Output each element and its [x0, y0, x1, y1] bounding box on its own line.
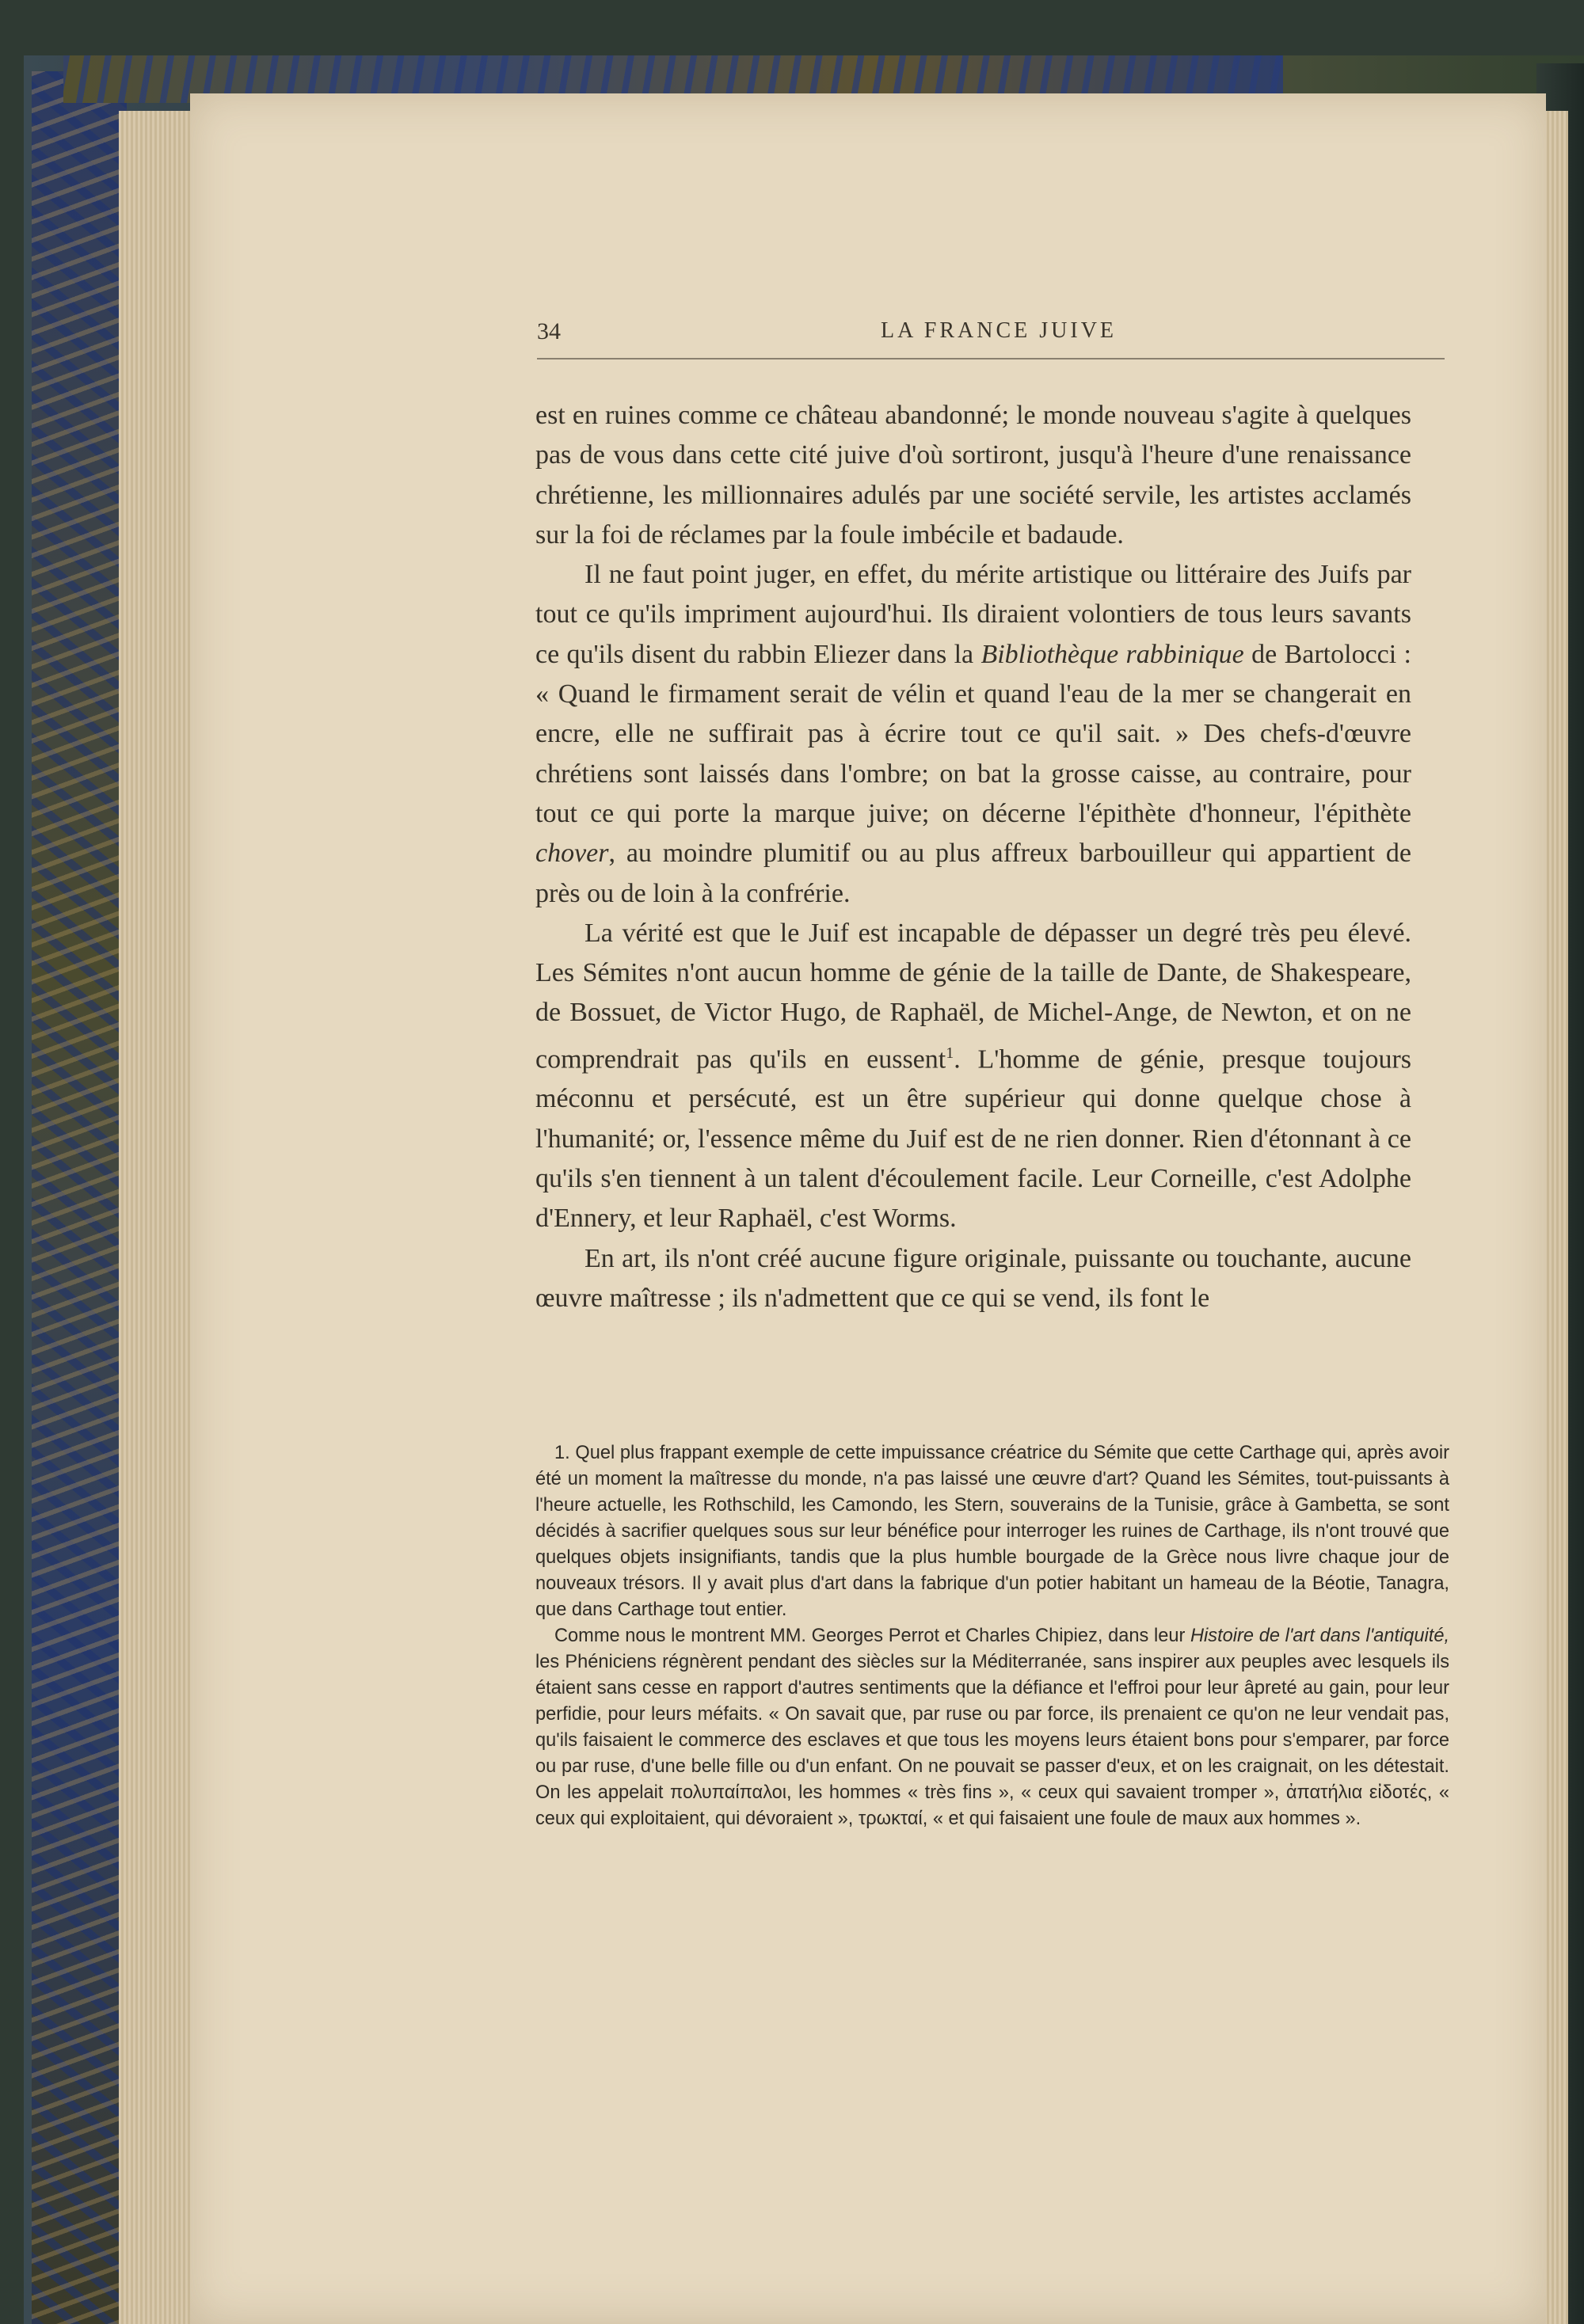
italic-word-chover: chover	[535, 839, 609, 869]
page-number: 34	[537, 318, 561, 344]
paragraph-1-text: est en ruines comme ce château abandonné; le monde nouveau s'agite à quelques pas de vous dans cette cité juive d'où sortiront, jusqu'à l'heure d'une renaissance chrétienne, les millionnaires adulés par une société servile, les artistes acclamés sur la foi de réclames par la foule imbécile et badaude.	[535, 401, 1411, 550]
paragraph-2-text-b: de Bartolocci : « Quand le firmament serait de vélin et quand l'eau de la mer se changerait en encre, elle ne suffirait pas à écrire tout ce qu'il sait. » Des chefs-d'œuvre chrétiens sont laissés dans l'ombre; on bat la grosse caisse, au contraire, pour tout ce qui porte la marque juive; on décerne l'épithète d'honneur, l'épithète	[535, 639, 1411, 828]
main-text	[535, 396, 1411, 1318]
paragraph-3-text-a: La vérité est que le Juif est incapable de dépasser un degré très peu élevé. Les Sémites n'ont aucun homme de génie de la taille de Dante, de Shakespeare, de Bossuet, de Victor Hugo, de Raphaël, de Michel-Ange, de Newton, et on ne comprendrait pas qu'ils en eussent	[535, 918, 1411, 1075]
paragraph-2-text-c: , au moindre plumitif ou au plus affreux barbouilleur qui appartient de près ou de loin à la confrérie.	[535, 839, 1411, 908]
marbled-edge	[32, 71, 127, 2324]
running-head	[537, 318, 1451, 356]
footnote-reference: 1	[946, 1044, 954, 1062]
footnotes	[535, 1440, 1449, 1832]
paragraph-4-text: En art, ils n'ont créé aucune figure originale, puissante ou touchante, aucune œuvre maîtresse ; ils n'admettent que ce qui se vend, ils font le	[535, 1243, 1411, 1313]
running-title: LA FRANCE JUIVE	[881, 318, 1118, 343]
italic-title-bibliotheque: Bibliothèque rabbinique	[980, 639, 1244, 669]
paragraph-1	[535, 396, 1411, 555]
footnote-1	[535, 1440, 1449, 1623]
footnote-2	[535, 1623, 1449, 1832]
footnote-2-text-a: Comme nous le montrent MM. Georges Perrot et Charles Chipiez, dans leur	[554, 1626, 1191, 1646]
paragraph-3-text-b: . L'homme de génie, presque toujours méconnu et persécuté, est un être supérieur qui donne quelque chose à l'humanité; or, l'essence même du Juif est de ne rien donner. Rien d'étonnant à ce qu'ils s'en tiennent à un talent d'écoulement facile. Leur Corneille, c'est Adolphe d'Ennery, et leur Raphaël, c'est Worms.	[535, 1044, 1411, 1234]
footnote-2-text-b: les Phéniciens régnèrent pendant des siècles sur la Méditerranée, sans inspirer aux peuples avec lesquels ils étaient sans cesse en rapport d'autres sentiments que la défiance et l'effroi pour leur âpreté au gain, pour leur perfidie, pour leurs méfaits. « On savait que, par ruse ou par force, ils prenaient ce qu'on ne leur vendait pas, qu'ils faisaient le commerce des esclaves et que tous les moyens leurs étaient bons pour s'emparer, par force ou par ruse, d'une belle fille ou d'un enfant. On ne pouvait se passer d'eux, et on les craignait, on les détestait. On les appelait πολυπαίπαλοι, les hommes « très fins », « ceux qui savaient tromper », ἀπατήλια εἰδοτές, « ceux qui exploitaient, qui dévoraient », τρωκταί, « et qui faisaient une foule de maux aux hommes ».	[535, 1652, 1449, 1829]
footnote-1-text: 1. Quel plus frappant exemple de cette impuissance créatrice du Sémite que cette Carthage qui, après avoir été un moment la maîtresse du monde, n'a pas laissé une œuvre d'art? Quand les Sémites, tout-puissants à l'heure actuelle, les Rothschild, les Camondo, les Stern, souverains de la Tunisie, grâce à Gambetta, se sont décidés à sacrifier quelques sous sur leur bénéfice pour interroger les ruines de Carthage, ils n'ont trouvé que quelques objets insignifiants, tandis que la plus humble bourgade de la Grèce nous livre chaque jour de nouveaux trésors. Il y avait plus d'art dans la fabrique d'un potier habitant un hameau de la Béotie, Tanagra, que dans Carthage tout entier.	[535, 1443, 1449, 1620]
paragraph-3	[535, 914, 1411, 1239]
italic-title-histoire: Histoire de l'art dans l'antiquité,	[1190, 1626, 1449, 1646]
paragraph-4	[535, 1239, 1411, 1319]
header-rule	[537, 358, 1445, 359]
paragraph-2	[535, 555, 1411, 914]
paragraph-2-text-a: Il ne faut point juger, en effet, du mérite artistique ou littéraire des Juifs par tout ce qu'ils impriment aujourd'hui. Ils diraient volontiers de tous leurs savants ce qu'ils disent du rabbin Eliezer dans la	[535, 560, 1411, 669]
